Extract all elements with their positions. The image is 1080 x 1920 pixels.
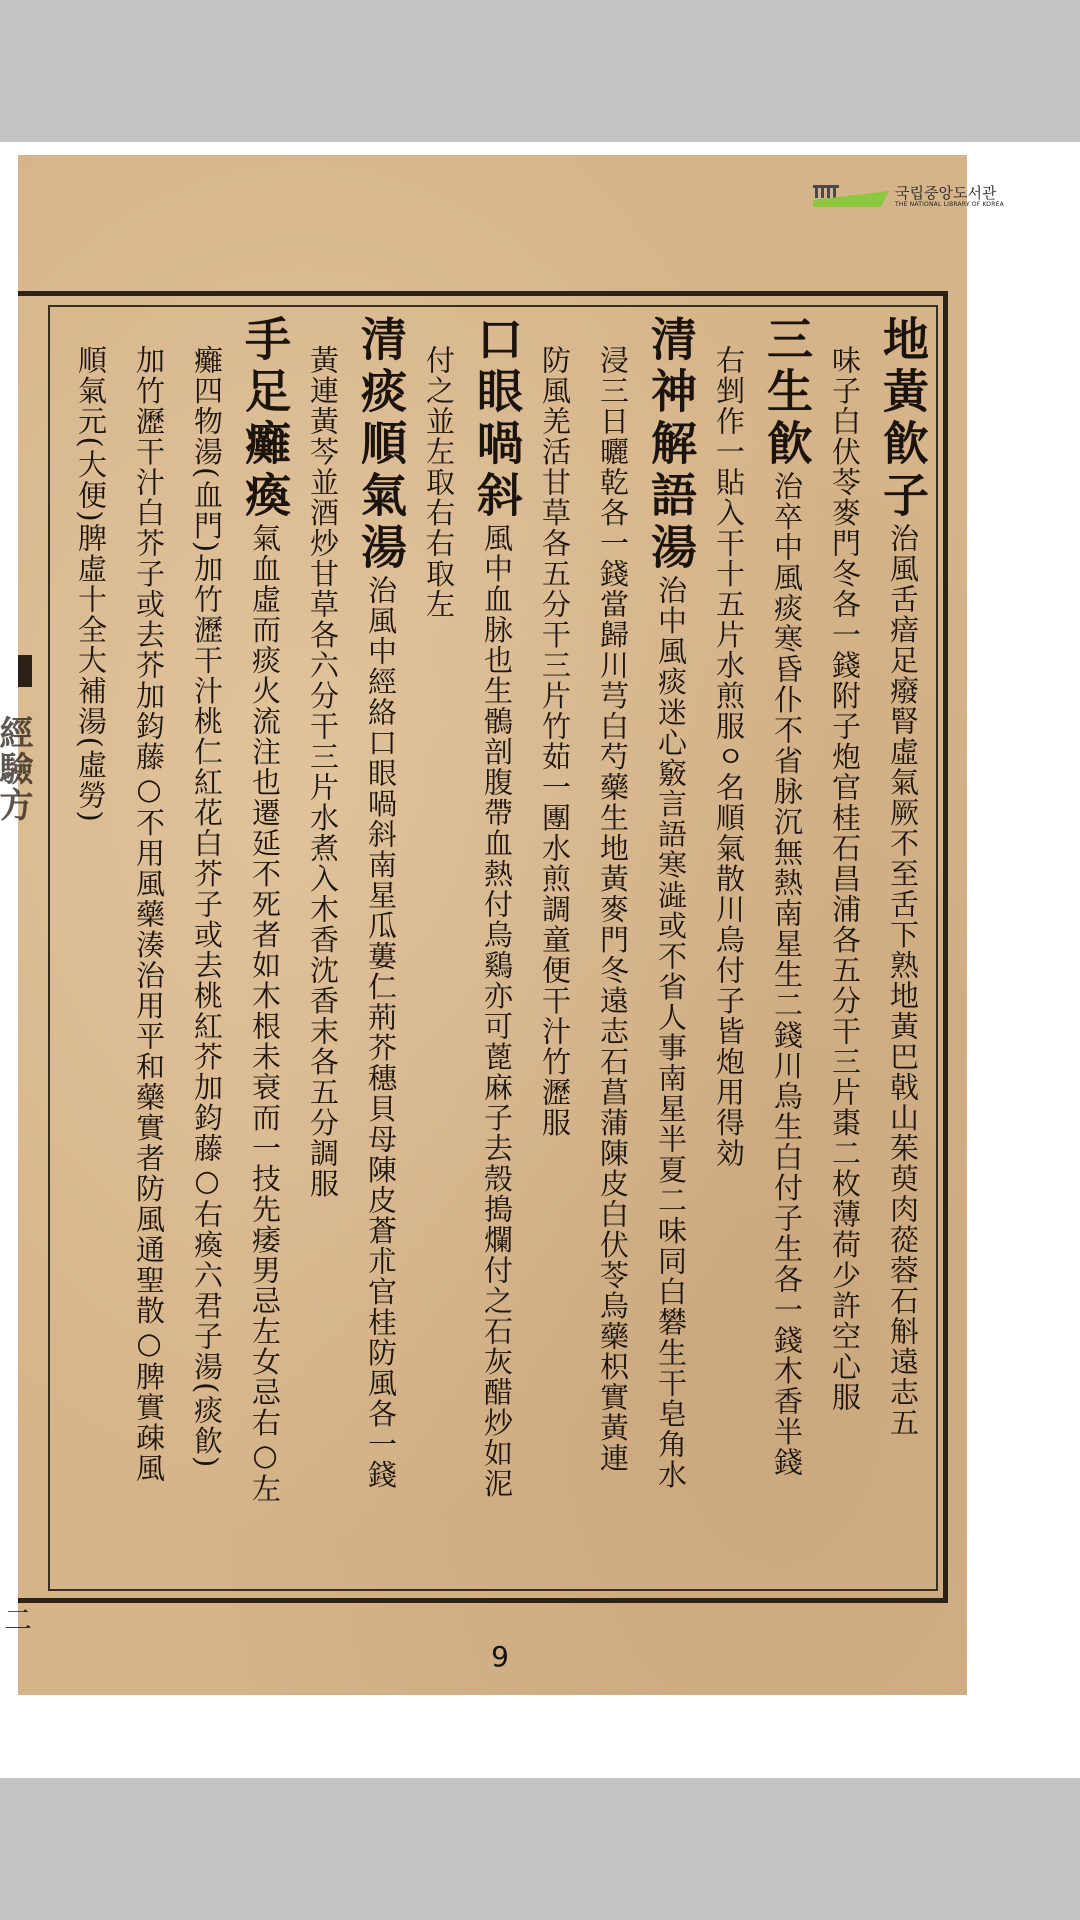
- classical-text-body: [60, 315, 932, 1585]
- library-logo: [813, 183, 1013, 209]
- library-name-korean: 국립중앙도서관: [895, 184, 997, 202]
- column-text: 黃連黃芩並酒炒甘草各六分干三片水煮入木香沈香末各五分調服: [306, 345, 340, 1199]
- column-text: 防風羌活甘草各五分干三片竹茹一團水煎調童便干汁竹瀝服: [538, 345, 572, 1138]
- library-logo-icon: [813, 183, 889, 211]
- column-text: 右剉作一貼入干十五片水煎服ㅇ名順氣散川烏付子皆炮用得効: [712, 345, 746, 1169]
- column-text: 味子白伏苓麥門冬各一錢附子炮官桂石昌浦各五分干三片棗二枚薄荷少許空心服: [828, 345, 862, 1413]
- column-text: 治中風痰迷心竅言語寒澁或不省人事南星半夏二味同白礬生干皂角水: [654, 575, 688, 1490]
- text-column: [178, 315, 236, 1585]
- text-column: [410, 315, 468, 1585]
- text-column: [294, 315, 352, 1585]
- column-text: 治風舌瘖足癈腎虛氣厥不至舌下熟地黃巴戟山茱萸肉蓯蓉石斛遠志五: [886, 523, 920, 1438]
- spine-title: [18, 715, 38, 823]
- spine-margin: [18, 445, 40, 1605]
- text-column: [816, 315, 874, 1585]
- column-text: 治卒中風痰寒昏仆不省脉沉無熱南星生二錢川烏生白付子生各一錢木香半錢: [770, 471, 804, 1478]
- column-text: 浸三日曬乾各一錢當歸川芎白芍藥生地黃麥門冬遠志石菖蒲陳皮白伏苓烏藥枳實黃連: [596, 345, 630, 1474]
- text-column: [62, 315, 120, 1585]
- column-text: 癱四物湯(血門)加竹瀝干汁桃仁紅花白芥子或去桃紅芥加鈞藤○右瘓六君子湯(痰飮): [190, 345, 224, 1469]
- text-column: [352, 315, 410, 1585]
- text-column: [584, 315, 642, 1585]
- folio-number: [18, 1605, 36, 1633]
- text-column: [700, 315, 758, 1585]
- prescription-heading: 清痰順氣湯: [354, 315, 408, 575]
- column-text: 加竹瀝干汁白芥子或去芥加鈞藤○不用風藥湊治用平和藥實者防風通聖散○脾實疎風: [132, 345, 166, 1484]
- fishtail-mark: [18, 655, 32, 687]
- column-text: 氣血虛而痰火流注也遷延不死者如木根未衰而一技先痿男忌左女忌右○左: [248, 523, 282, 1504]
- text-column: [874, 315, 932, 1585]
- page-number: 9: [491, 1640, 509, 1673]
- text-column: [120, 315, 178, 1585]
- library-name-english: THE NATIONAL LIBRARY OF KOREA: [895, 201, 1004, 208]
- text-column: [642, 315, 700, 1585]
- column-text: 治風中經絡口眼喎斜南星瓜蔞仁荊芥穗貝母陳皮蒼朮官桂防風各一錢: [364, 575, 398, 1490]
- text-column: [526, 315, 584, 1585]
- prescription-heading: 三生飮: [760, 315, 814, 471]
- column-text: 風中血脉也生鶻剖腹帶血熱付烏鷄亦可蓖麻子去殼搗爛付之石灰醋炒如泥: [480, 523, 514, 1499]
- scanned-page: [18, 155, 967, 1695]
- text-column: [468, 315, 526, 1585]
- text-column: [758, 315, 816, 1585]
- text-column: [236, 315, 294, 1585]
- prescription-heading: 手足癱瘓: [238, 315, 292, 523]
- column-text: 付之並左取右右取左: [422, 345, 456, 620]
- prescription-heading: 清神解語湯: [644, 315, 698, 575]
- prescription-heading: 口眼喎斜: [470, 315, 524, 523]
- column-text: 順氣元(大便)脾虛十全大補湯(虛勞): [74, 345, 108, 824]
- prescription-heading: 地黃飮子: [876, 315, 930, 523]
